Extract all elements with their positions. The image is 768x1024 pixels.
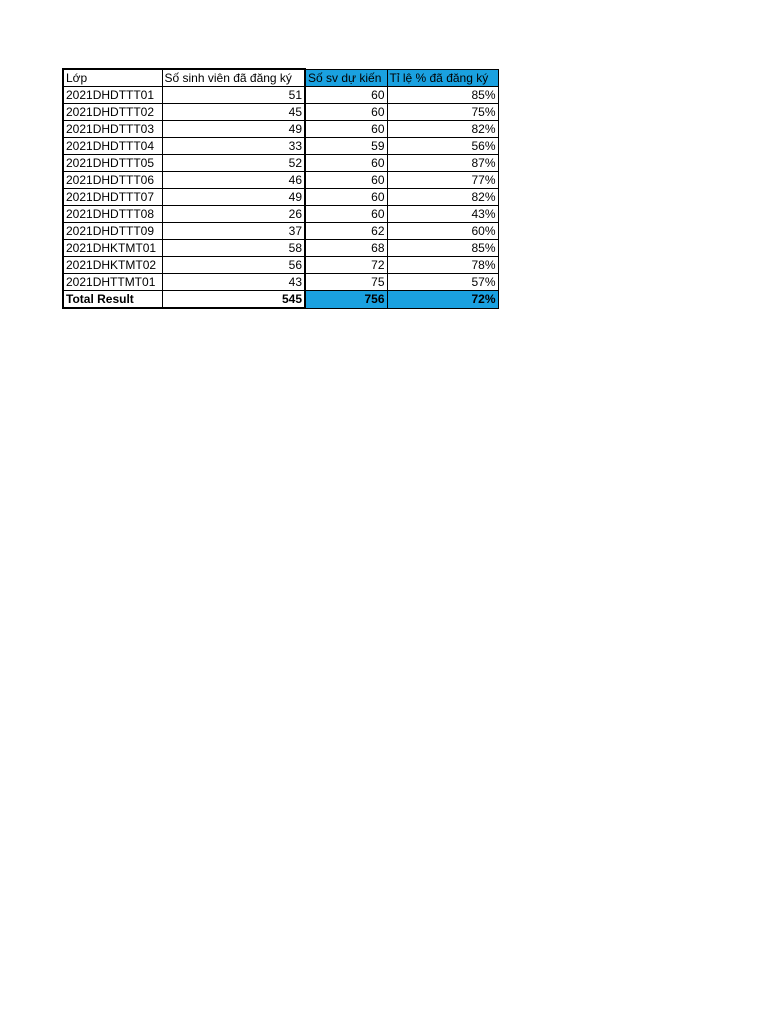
cell-registered[interactable]: 56 bbox=[162, 257, 305, 274]
total-label[interactable]: Total Result bbox=[63, 291, 162, 309]
table-row bbox=[63, 240, 498, 257]
cell-registered[interactable]: 51 bbox=[162, 87, 305, 104]
cell-rate[interactable]: 85% bbox=[387, 240, 498, 257]
cell-rate[interactable]: 85% bbox=[387, 87, 498, 104]
table-row bbox=[63, 274, 498, 291]
cell-rate[interactable]: 56% bbox=[387, 138, 498, 155]
table-row bbox=[63, 87, 498, 104]
cell-expected[interactable]: 60 bbox=[305, 104, 387, 121]
cell-class[interactable]: 2021DHDTTT06 bbox=[63, 172, 162, 189]
cell-rate[interactable]: 60% bbox=[387, 223, 498, 240]
cell-class[interactable]: 2021DHDTTT09 bbox=[63, 223, 162, 240]
cell-class[interactable]: 2021DHDTTT03 bbox=[63, 121, 162, 138]
cell-class[interactable]: 2021DHDTTT04 bbox=[63, 138, 162, 155]
table-row bbox=[63, 223, 498, 240]
cell-rate[interactable]: 43% bbox=[387, 206, 498, 223]
cell-class[interactable]: 2021DHDTTT02 bbox=[63, 104, 162, 121]
table-row bbox=[63, 172, 498, 189]
cell-expected[interactable]: 62 bbox=[305, 223, 387, 240]
total-row bbox=[63, 291, 498, 309]
cell-class[interactable]: 2021DHKTMT01 bbox=[63, 240, 162, 257]
cell-expected[interactable]: 60 bbox=[305, 206, 387, 223]
table-row bbox=[63, 155, 498, 172]
cell-registered[interactable]: 46 bbox=[162, 172, 305, 189]
cell-class[interactable]: 2021DHDTTT01 bbox=[63, 87, 162, 104]
cell-rate[interactable]: 82% bbox=[387, 189, 498, 206]
table-row bbox=[63, 138, 498, 155]
cell-class[interactable]: 2021DHDTTT08 bbox=[63, 206, 162, 223]
cell-rate[interactable]: 87% bbox=[387, 155, 498, 172]
header-expected[interactable]: Số sv dự kiến bbox=[305, 69, 387, 87]
cell-expected[interactable]: 72 bbox=[305, 257, 387, 274]
header-row bbox=[63, 69, 498, 87]
cell-rate[interactable]: 75% bbox=[387, 104, 498, 121]
table-row bbox=[63, 104, 498, 121]
cell-rate[interactable]: 78% bbox=[387, 257, 498, 274]
cell-class[interactable]: 2021DHKTMT02 bbox=[63, 257, 162, 274]
cell-expected[interactable]: 60 bbox=[305, 172, 387, 189]
cell-rate[interactable]: 77% bbox=[387, 172, 498, 189]
cell-registered[interactable]: 33 bbox=[162, 138, 305, 155]
cell-expected[interactable]: 68 bbox=[305, 240, 387, 257]
header-registered[interactable]: Số sinh viên đã đăng ký bbox=[162, 69, 305, 87]
cell-class[interactable]: 2021DHDTTT05 bbox=[63, 155, 162, 172]
cell-rate[interactable]: 57% bbox=[387, 274, 498, 291]
table-row bbox=[63, 206, 498, 223]
registration-table bbox=[62, 68, 499, 309]
cell-expected[interactable]: 59 bbox=[305, 138, 387, 155]
cell-expected[interactable]: 60 bbox=[305, 189, 387, 206]
table-row bbox=[63, 121, 498, 138]
header-rate[interactable]: Tỉ lệ % đã đăng ký bbox=[387, 69, 498, 87]
cell-rate[interactable]: 82% bbox=[387, 121, 498, 138]
cell-registered[interactable]: 43 bbox=[162, 274, 305, 291]
table-row bbox=[63, 257, 498, 274]
cell-expected[interactable]: 75 bbox=[305, 274, 387, 291]
cell-registered[interactable]: 52 bbox=[162, 155, 305, 172]
cell-registered[interactable]: 58 bbox=[162, 240, 305, 257]
cell-registered[interactable]: 26 bbox=[162, 206, 305, 223]
cell-registered[interactable]: 37 bbox=[162, 223, 305, 240]
cell-registered[interactable]: 49 bbox=[162, 189, 305, 206]
cell-expected[interactable]: 60 bbox=[305, 87, 387, 104]
cell-expected[interactable]: 60 bbox=[305, 155, 387, 172]
cell-expected[interactable]: 60 bbox=[305, 121, 387, 138]
header-class[interactable]: Lớp bbox=[63, 69, 162, 87]
table-row bbox=[63, 189, 498, 206]
cell-registered[interactable]: 49 bbox=[162, 121, 305, 138]
total-expected[interactable]: 756 bbox=[305, 291, 387, 309]
cell-registered[interactable]: 45 bbox=[162, 104, 305, 121]
cell-class[interactable]: 2021DHTTMT01 bbox=[63, 274, 162, 291]
table-body bbox=[63, 87, 498, 291]
total-registered[interactable]: 545 bbox=[162, 291, 305, 309]
cell-class[interactable]: 2021DHDTTT07 bbox=[63, 189, 162, 206]
total-rate[interactable]: 72% bbox=[387, 291, 498, 309]
